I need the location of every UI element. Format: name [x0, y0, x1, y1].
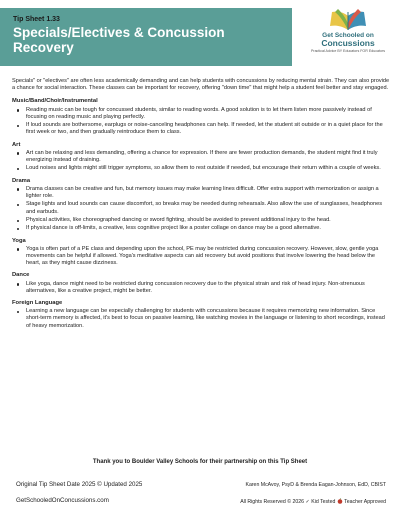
bullet-item: If loud sounds are bothersome, earplugs or noise-canceling headphones can help. If needed, let the student sit outside or in a quiet place for the first week or two, and then gradually reintroduce them to class. [26, 122, 390, 136]
bullet-item: Stage lights and loud sounds can cause discomfort, so breaks may be needed during rehearsals. Also allow the use of sunglasses, headphones and earbuds. [26, 201, 390, 215]
bullet-item: Reading music can be tough for concussed students, similar to reading words. A good solution is to let them listen more passively instead of focusing on reading music and playing perfectly. [26, 107, 390, 121]
section-title: Drama [12, 177, 31, 184]
section [12, 272, 390, 295]
logo-line1: Get Schooled on [322, 32, 374, 39]
section-title: Yoga [12, 237, 26, 244]
bullet-item: Learning a new language can be especially challenging for students with concussions because it requires memorizing new information. Since short-term memory is affected, it's best to focus on passive learning, like watching movies in the language or listening to short recordings, instead of heavy memorization. [26, 308, 390, 330]
tip-number: Tip Sheet 1.33 [13, 16, 60, 23]
footer-website[interactable]: GetSchooledOnConcussions.com [16, 497, 109, 504]
footer-approved: Teacher Approved [344, 499, 386, 505]
bullet-list [12, 246, 390, 268]
bullet-item: Physical activities, like choreographed dancing or sword fighting, should be avoided to prevent additional injury to the head. [26, 217, 390, 224]
footer-rights [240, 498, 386, 506]
book-pages-icon [300, 6, 396, 32]
main-content [12, 78, 390, 335]
sections [12, 98, 390, 329]
intro-paragraph: Specials" or "electives" are often less academically demanding and can help students with concussions by reducing mental strain. They can also provide a chance for social interaction. These classes can be important for recovery, offering "down time" that might help a student feel better and stay engaged. [12, 78, 390, 92]
thanks-note: Thank you to Boulder Valley Schools for their partnership on this Tip Sheet [92, 459, 308, 465]
section-title: Dance [12, 272, 30, 279]
section-title: Music/Band/Choir/Instrumental [12, 98, 98, 105]
bullet-list [12, 107, 390, 137]
bullet-item: If physical dance is off-limits, a creative, less cognitive project like a poster collage on dance may be a good alternative. [26, 225, 390, 232]
footer-date: Original Tip Sheet Date 2025 © Updated 2025 [16, 481, 143, 488]
section [12, 178, 390, 233]
footer-authors: Karen McAvoy, PsyD & Brenda Eagan-Johnson, EdD, CBIST [245, 482, 386, 488]
bullet-item: Like yoga, dance might need to be restricted during concussion recovery due to the physical strain and risk of head injury. Non-strenuous alternatives, like a creative project, might be better. [26, 281, 390, 295]
bullet-item: Drama classes can be creative and fun, but memory issues may make learning lines difficult. Offer extra support with memorization or assign a lighter role. [26, 186, 390, 200]
footer-reviewed: All Rights Reserved © 2026 ✓ Kid Tested [240, 499, 336, 505]
bullet-list [12, 281, 390, 295]
bullet-item: Art can be relaxing and less demanding, offering a chance for expression. If there are fewer production demands, the student might find it truly energizing instead of draining. [26, 150, 390, 164]
logo-tagline: Practical Advice BY Educators FOR Educators [310, 49, 386, 53]
logo [300, 6, 396, 68]
section [12, 238, 390, 268]
page-title: Specials/Electives & Concussion Recovery [13, 25, 225, 55]
bullet-item: Yoga is often part of a PE class and depending upon the school, PE may be restricted during concussion recovery. However, slow, gentle yoga movements can be helpful if allowed. Yoga's meditative aspects can aid recovery but avoid positions that involve lowering the head below the heart, as they might cause dizziness. [26, 246, 390, 268]
section-title: Foreign Language [12, 300, 63, 307]
header [0, 0, 400, 72]
bullet-item: Loud noises and lights might still trigger symptoms, so allow them to rest outside if needed, but encourage their return within a couple of weeks. [26, 165, 390, 172]
section [12, 300, 390, 330]
section [12, 98, 390, 136]
section [12, 142, 390, 173]
footer-row-top [16, 481, 386, 491]
bullet-list [12, 308, 390, 330]
footer-row-bottom [16, 497, 386, 507]
logo-line2: Concussions [321, 38, 375, 48]
bullet-list [12, 150, 390, 173]
bullet-list [12, 186, 390, 233]
section-title: Art [12, 141, 21, 148]
apple-icon [337, 498, 343, 506]
